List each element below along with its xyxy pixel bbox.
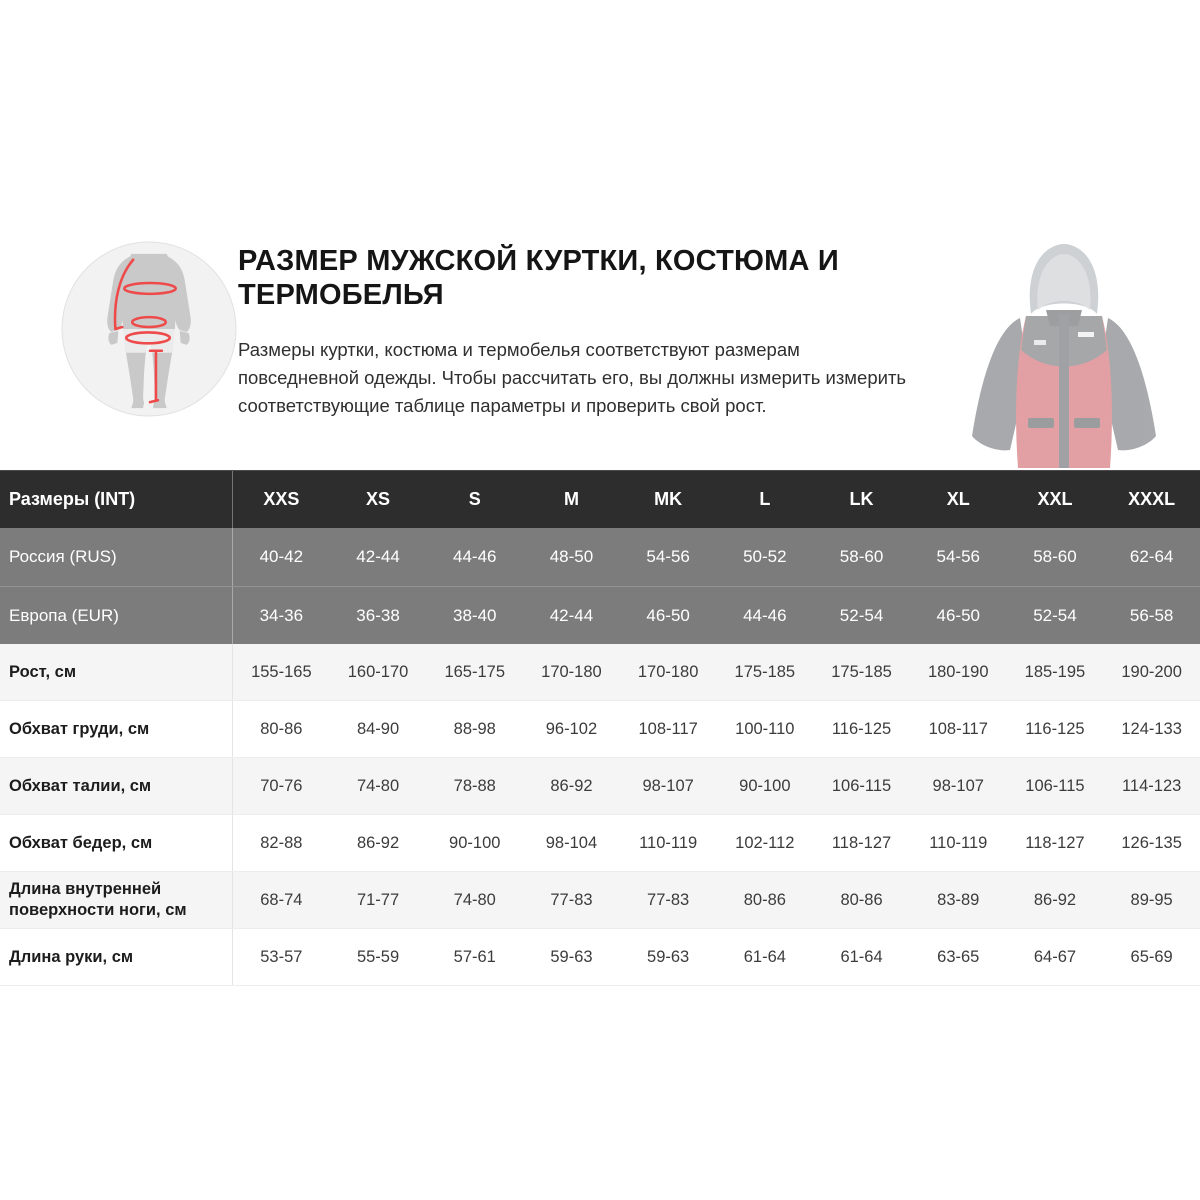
size-cell: 106-115 bbox=[831, 776, 892, 795]
conversion-row bbox=[0, 586, 1200, 644]
size-cell: 190-200 bbox=[1121, 662, 1182, 681]
size-cell: 44-46 bbox=[743, 605, 787, 625]
size-cell: 80-86 bbox=[260, 719, 303, 738]
size-cell: 165-175 bbox=[444, 662, 506, 681]
size-cell: 59-63 bbox=[550, 947, 593, 966]
size-cell: 34-36 bbox=[259, 605, 304, 625]
size-cell: 86-92 bbox=[1033, 890, 1077, 909]
row-label: Обхват груди, см bbox=[0, 701, 233, 757]
hero-text-block bbox=[238, 244, 928, 420]
size-cell: 46-50 bbox=[646, 605, 690, 625]
size-cell: 116-125 bbox=[831, 719, 892, 738]
size-cell: 86-92 bbox=[356, 833, 400, 852]
size-cell: 155-165 bbox=[251, 662, 312, 681]
size-cell: 96-102 bbox=[545, 719, 598, 738]
size-cell: 71-77 bbox=[356, 890, 400, 909]
jacket-svg bbox=[928, 222, 1200, 470]
size-cell: 98-107 bbox=[642, 776, 694, 795]
size-cell: 116-125 bbox=[1025, 719, 1085, 738]
size-cell: 118-127 bbox=[831, 833, 892, 852]
size-cell: 110-119 bbox=[639, 833, 698, 852]
size-cell: 55-59 bbox=[356, 947, 400, 966]
size-cell: 53-57 bbox=[260, 947, 303, 966]
size-cell: 114-123 bbox=[1121, 776, 1182, 795]
hero-section bbox=[0, 0, 1200, 470]
size-cell: 54-56 bbox=[936, 547, 980, 566]
size-cell: 126-135 bbox=[1121, 833, 1182, 852]
size-cell: 64-67 bbox=[1033, 947, 1077, 966]
size-cell: S bbox=[468, 489, 481, 509]
jacket-product-image bbox=[928, 222, 1200, 470]
table-header-row bbox=[0, 470, 1200, 528]
row-label: Европа (EUR) bbox=[0, 587, 233, 644]
size-cell: 36-38 bbox=[356, 605, 400, 625]
measurement-row bbox=[0, 644, 1200, 701]
size-cell: 48-50 bbox=[549, 547, 594, 566]
size-cell: 170-180 bbox=[541, 662, 602, 681]
size-cell: 110-119 bbox=[929, 833, 988, 852]
size-cell: 175-185 bbox=[734, 662, 796, 681]
size-cell: 46-50 bbox=[936, 605, 980, 625]
page-title: РАЗМЕР МУЖСКОЙ КУРТКИ, КОСТЮМА И ТЕРМОБЕЛЬЯ bbox=[238, 245, 839, 312]
size-cell: 61-64 bbox=[840, 947, 883, 966]
size-cell: 185-195 bbox=[1024, 662, 1086, 681]
conversion-row bbox=[0, 528, 1200, 586]
size-cell: 102-112 bbox=[735, 833, 795, 852]
size-cell: XL bbox=[946, 489, 970, 509]
size-cell: 54-56 bbox=[646, 547, 690, 566]
size-cell: 58-60 bbox=[839, 547, 884, 566]
size-cell: 160-170 bbox=[347, 662, 409, 681]
size-cell: 58-60 bbox=[1033, 547, 1077, 566]
size-cell: 124-133 bbox=[1121, 719, 1182, 738]
size-cell: 70-76 bbox=[260, 776, 303, 795]
size-cell: 42-44 bbox=[549, 605, 594, 625]
size-cell: 90-100 bbox=[739, 776, 791, 795]
body-measurement-diagram-icon bbox=[60, 240, 238, 418]
size-cell: XXXL bbox=[1128, 489, 1176, 509]
measurement-row bbox=[0, 758, 1200, 815]
row-label: Россия (RUS) bbox=[0, 528, 233, 586]
size-cell: XXL bbox=[1037, 489, 1073, 509]
size-cell: 82-88 bbox=[260, 833, 303, 852]
size-cell: 80-86 bbox=[743, 890, 786, 909]
size-cell: 74-80 bbox=[453, 890, 496, 909]
size-cell: 80-86 bbox=[840, 890, 883, 909]
size-cell: 90-100 bbox=[449, 833, 501, 852]
size-cell: XXS bbox=[263, 489, 300, 509]
size-cell: LK bbox=[849, 489, 874, 509]
size-cell: 83-89 bbox=[937, 890, 980, 909]
size-cell: 175-185 bbox=[831, 662, 892, 681]
size-cell: 88-98 bbox=[453, 719, 496, 738]
size-table bbox=[0, 470, 1200, 986]
measurement-diagram-svg bbox=[60, 240, 238, 418]
size-cell: 63-65 bbox=[937, 947, 980, 966]
size-cell: 84-90 bbox=[356, 719, 400, 738]
row-label: Рост, см bbox=[0, 644, 233, 700]
size-cell: XS bbox=[366, 489, 391, 509]
size-cell: 42-44 bbox=[356, 547, 400, 566]
size-cell: 78-88 bbox=[453, 776, 496, 795]
size-cell: 77-83 bbox=[647, 890, 690, 909]
size-cell: 56-58 bbox=[1129, 605, 1174, 625]
measurement-row bbox=[0, 872, 1200, 929]
size-cell: 100-110 bbox=[735, 719, 795, 738]
row-label: Длина руки, см bbox=[0, 929, 233, 985]
row-label: Размеры (INT) bbox=[0, 471, 233, 528]
page-description: Размеры куртки, костюма и термобелья соответствуют размерам повседневной одежды. Чтобы рассчитать его, вы должны измерить измерить соответствующие таблице параметры и проверить свой рост. bbox=[238, 339, 907, 416]
size-cell: 118-127 bbox=[1025, 833, 1085, 852]
size-cell: 98-107 bbox=[932, 776, 984, 795]
size-cell: 170-180 bbox=[637, 662, 699, 681]
size-cell: 59-63 bbox=[647, 947, 690, 966]
size-cell: 57-61 bbox=[453, 947, 496, 966]
size-cell: 52-54 bbox=[839, 605, 884, 625]
size-cell: 68-74 bbox=[260, 890, 303, 909]
measurement-row bbox=[0, 701, 1200, 758]
row-label: Обхват бедер, см bbox=[0, 815, 233, 871]
size-cell: L bbox=[759, 489, 771, 509]
size-cell: 62-64 bbox=[1129, 547, 1174, 566]
size-cell: 98-104 bbox=[545, 833, 598, 852]
size-cell: 108-117 bbox=[928, 719, 988, 738]
size-cell: 40-42 bbox=[259, 547, 304, 566]
size-cell: 77-83 bbox=[550, 890, 593, 909]
size-cell: 108-117 bbox=[638, 719, 698, 738]
size-cell: 74-80 bbox=[356, 776, 400, 795]
size-cell: 180-190 bbox=[927, 662, 989, 681]
size-cell: 89-95 bbox=[1130, 890, 1173, 909]
row-label: Обхват талии, см bbox=[0, 758, 233, 814]
measurement-row bbox=[0, 929, 1200, 986]
size-cell: 61-64 bbox=[743, 947, 786, 966]
size-cell: 86-92 bbox=[550, 776, 593, 795]
size-cell: MK bbox=[654, 489, 683, 509]
size-cell: M bbox=[563, 489, 579, 509]
size-cell: 50-52 bbox=[743, 547, 787, 566]
row-label: Длина внутренней поверхности ноги, см bbox=[0, 872, 233, 928]
size-cell: 52-54 bbox=[1033, 605, 1077, 625]
size-cell: 44-46 bbox=[453, 547, 497, 566]
measurement-row bbox=[0, 815, 1200, 872]
size-cell: 38-40 bbox=[453, 605, 497, 625]
size-cell: 65-69 bbox=[1130, 947, 1173, 966]
size-cell: 106-115 bbox=[1025, 776, 1085, 795]
